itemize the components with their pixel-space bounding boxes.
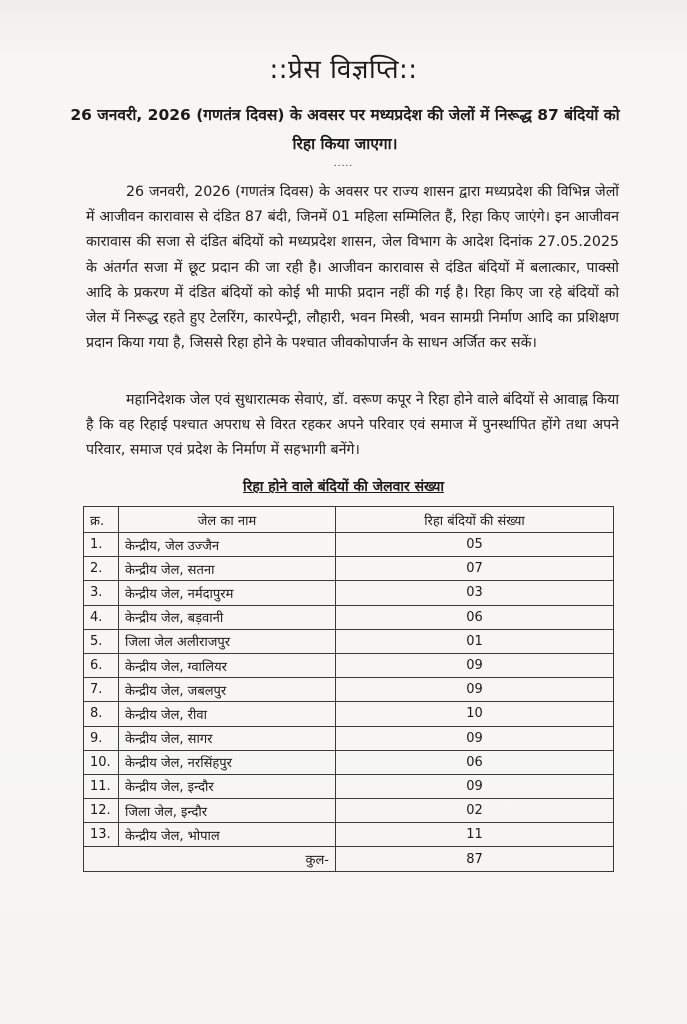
count-cell: 09 xyxy=(336,653,614,677)
table-row xyxy=(84,653,614,677)
table-total-row xyxy=(84,847,614,871)
paragraph-release-details: 26 जनवरी, 2026 (गणतंत्र दिवस) के अवसर पर राज्य शासन द्वारा मध्यप्रदेश की विभिन्न जेलों में आजीवन कारावास से दंडित 87 बंदी, जिनमें 01 महिला सम्मिलित हैं, रिहा किए जाएंगे। इन आजीवन कारावास की सजा से दंडित बंदियों को मध्यप्रदेश शासन, जेल विभाग के आदेश दिनांक 27.05.2025 के अंतर्गत सजा में छूट प्रदान की जा रही है। आजीवन कारावास से दंडित बंदियों में बलात्कार, पाक्सो आदि के प्रकरण में दंडित बंदियों को कोई भी माफी प्रदान नहीं की गई है। रिहा किए जा रहे बंदियों को जेल में निरूद्ध रहते हुए टेलरिंग, कारपेन्ट्री, लौहारी, भवन मिस्त्री, भवन सामग्री निर्माण आदि का प्रशिक्षण प्रदान किया गया है, जिससे रिहा होने के पश्चात जीवकोपार्जन के साधन अर्जित कर सकें। xyxy=(86,184,619,352)
total-value: 87 xyxy=(336,847,614,871)
serial-cell: 13. xyxy=(84,823,119,847)
table-row xyxy=(84,799,614,823)
table-row xyxy=(84,557,614,581)
count-cell: 03 xyxy=(336,581,614,605)
table-title: रिहा होने वाले बंदियों की जेलवार संख्या xyxy=(243,479,444,495)
table-row xyxy=(84,702,614,726)
table-row xyxy=(84,678,614,702)
serial-cell: 8. xyxy=(84,702,119,726)
serial-cell: 3. xyxy=(84,581,119,605)
count-cell: 05 xyxy=(336,533,614,557)
count-cell: 06 xyxy=(336,605,614,629)
count-cell: 01 xyxy=(336,629,614,653)
jail-name-cell: केन्द्रीय जेल, रीवा xyxy=(119,702,336,726)
count-cell: 06 xyxy=(336,750,614,774)
jail-name-cell: केन्द्रीय जेल, सागर xyxy=(119,726,336,750)
serial-cell: 9. xyxy=(84,726,119,750)
jail-name-cell: केन्द्रीय जेल, नरसिंहपुर xyxy=(119,750,336,774)
table-row xyxy=(84,629,614,653)
table-row xyxy=(84,774,614,798)
count-cell: 07 xyxy=(336,557,614,581)
serial-cell: 4. xyxy=(84,605,119,629)
jail-name-cell: जिला जेल अलीराजपुर xyxy=(119,629,336,653)
serial-cell: 7. xyxy=(84,678,119,702)
header-count: रिहा बंदियों की संख्या xyxy=(336,507,614,533)
count-cell: 09 xyxy=(336,774,614,798)
table-row xyxy=(84,581,614,605)
serial-cell: 1. xyxy=(84,533,119,557)
jail-name-cell: केन्द्रीय, जेल उज्जैन xyxy=(119,533,336,557)
jail-name-cell: जिला जेल, इन्दौर xyxy=(119,799,336,823)
serial-cell: 12. xyxy=(84,799,119,823)
table-row xyxy=(84,605,614,629)
header-serial: क्र. xyxy=(84,507,119,533)
jail-name-cell: केन्द्रीय जेल, सतना xyxy=(119,557,336,581)
paragraph-dg-appeal: महानिदेशक जेल एवं सुधारात्मक सेवाएं, डॉ. वरूण कपूर ने रिहा होने वाले बंदियों से आवाह्न किया है कि वह रिहाई पश्चात अपराध से विरत रहकर अपने परिवार एवं समाज में पुनर्स्थापित होंगे तथा अपने परिवार, समाज एवं प्रदेश के निर्माण में सहभागी बनेंगे। xyxy=(86,392,619,459)
jail-name-cell: केन्द्रीय जेल, ग्वालियर xyxy=(119,653,336,677)
header-jail-name: जेल का नाम xyxy=(119,507,336,533)
count-cell: 02 xyxy=(336,799,614,823)
jail-wise-table xyxy=(83,506,614,872)
jail-name-cell: केन्द्रीय जेल, जबलपुर xyxy=(119,678,336,702)
document-title: ::प्रेस विज्ञप्ति:: xyxy=(269,55,418,85)
count-cell: 11 xyxy=(336,823,614,847)
count-cell: 09 xyxy=(336,726,614,750)
table-row xyxy=(84,823,614,847)
table-row xyxy=(84,750,614,774)
serial-cell: 6. xyxy=(84,653,119,677)
jail-name-cell: केन्द्रीय जेल, बड़वानी xyxy=(119,605,336,629)
serial-cell: 5. xyxy=(84,629,119,653)
count-cell: 10 xyxy=(336,702,614,726)
total-label: कुल- xyxy=(84,847,336,871)
table-row xyxy=(84,726,614,750)
jail-name-cell: केन्द्रीय जेल, इन्दौर xyxy=(119,774,336,798)
separator: ..... xyxy=(333,159,354,169)
table-row xyxy=(84,533,614,557)
serial-cell: 10. xyxy=(84,750,119,774)
jail-name-cell: केन्द्रीय जेल, नर्मदापुरम xyxy=(119,581,336,605)
table-header-row xyxy=(84,507,614,533)
serial-cell: 11. xyxy=(84,774,119,798)
jail-name-cell: केन्द्रीय जेल, भोपाल xyxy=(119,823,336,847)
count-cell: 09 xyxy=(336,678,614,702)
serial-cell: 2. xyxy=(84,557,119,581)
headline: 26 जनवरी, 2026 (गणतंत्र दिवस) के अवसर पर मध्यप्रदेश की जेलों में निरूद्ध 87 बंदियों को रिहा किया जाएगा। xyxy=(70,106,620,153)
